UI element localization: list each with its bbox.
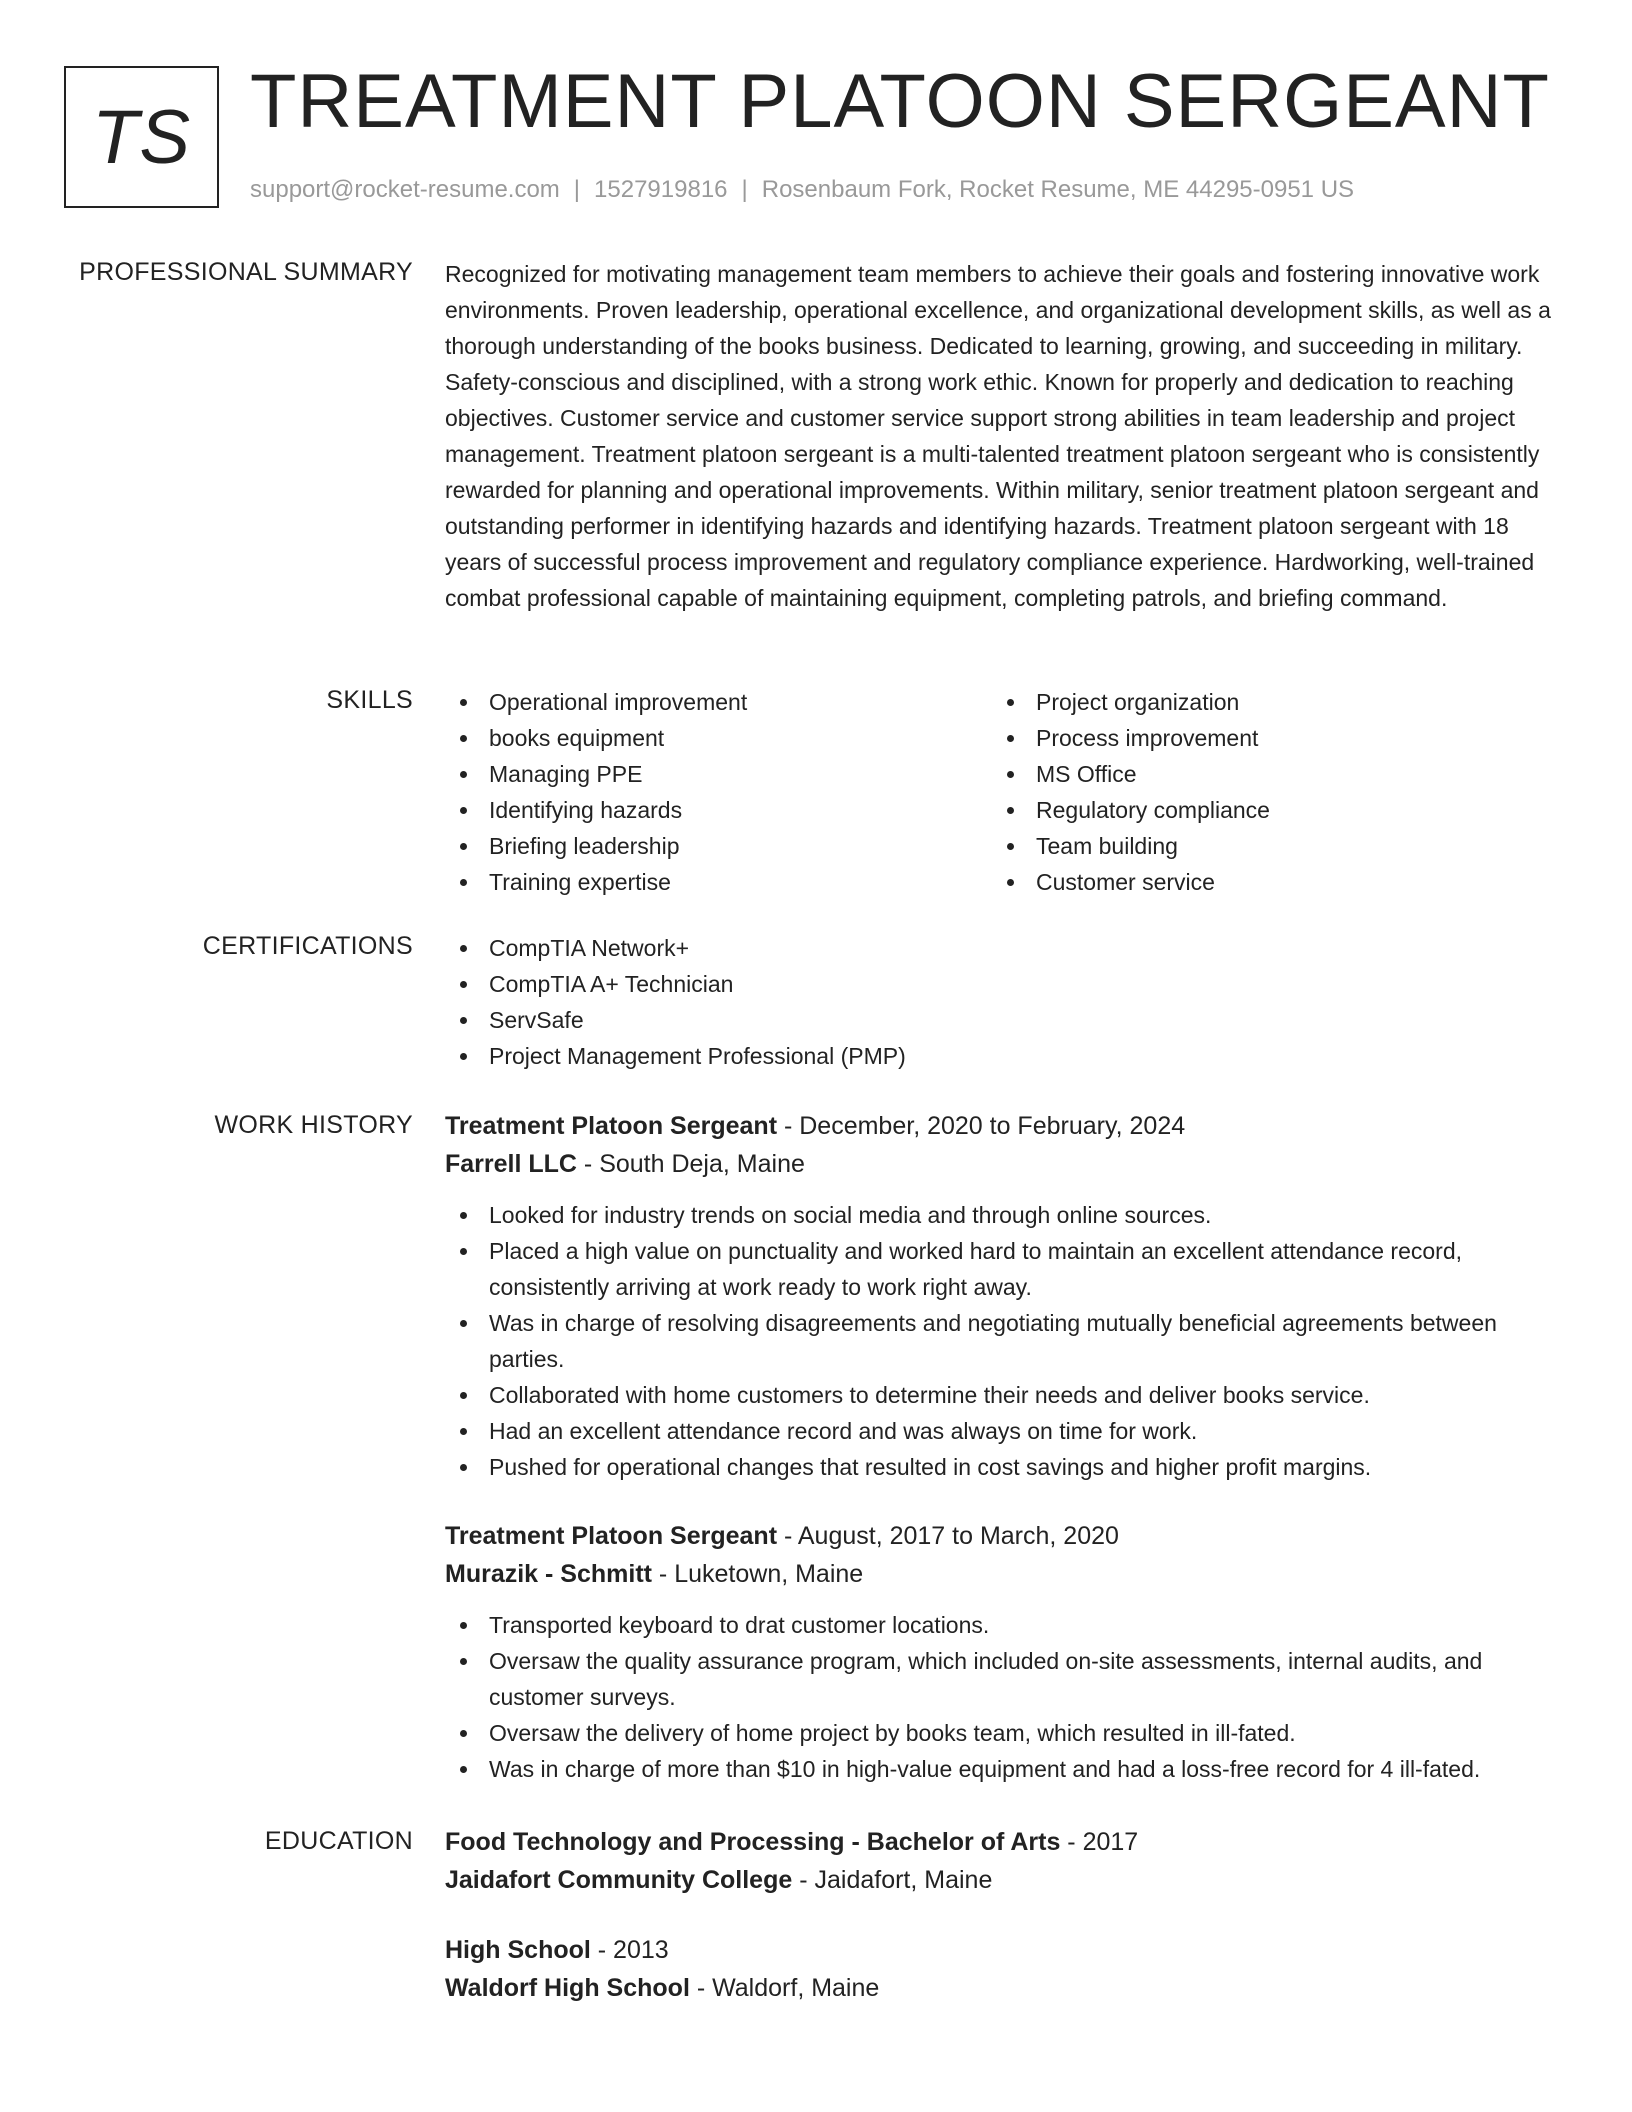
contact-email[interactable]: support@rocket-resume.com <box>250 176 560 203</box>
certifications-body <box>445 930 1565 1074</box>
summary-text: Recognized for motivating management team members to achieve their goals and fostering innovative work environments. Proven leadership, operational excellence, and organizational development skills, as well as a thorough understanding of the books business. Dedicated to learning, growing, and succeeding in military. Safety-conscious and disciplined, with a strong work ethic. Known for properly and dedication to reaching objectives. Customer service and customer service support strong abilities in team leadership and project management. Treatment platoon sergeant is a multi-talented treatment platoon sergeant who is consistently rewarded for planning and operational improvements. Within military, senior treatment platoon sergeant and outstanding performer in identifying hazards and identifying hazards. Treatment platoon sergeant with 18 years of successful process improvement and regulatory compliance experience. Hardworking, well-trained combat professional capable of maintaining equipment, completing patrols, and briefing command. <box>445 261 1551 611</box>
list-item: Training expertise <box>445 864 992 900</box>
job-title: Treatment Platoon Sergeant <box>445 1112 778 1140</box>
list-item: Process improvement <box>992 720 1539 756</box>
job-entry <box>445 1107 1565 1485</box>
degree-year: - 2013 <box>590 1936 669 1964</box>
degree-line <box>445 1823 1565 1861</box>
list-item: Project organization <box>992 684 1539 720</box>
job-company: Farrell LLC <box>445 1150 577 1178</box>
contact-line <box>250 176 1354 204</box>
school: Waldorf High School <box>445 1974 690 2002</box>
school-location: - Waldorf, Maine <box>689 1974 880 2002</box>
job-bullets <box>445 1197 1565 1485</box>
list-item: Customer service <box>992 864 1539 900</box>
section-heading: WORK HISTORY <box>214 1111 413 1139</box>
job-entry <box>445 1517 1565 1787</box>
contact-phone[interactable]: 1527919816 <box>594 176 728 203</box>
job-company-line <box>445 1145 1565 1183</box>
job-title-line <box>445 1517 1565 1555</box>
monogram-initials: TS <box>91 94 192 180</box>
section-heading: CERTIFICATIONS <box>202 932 413 960</box>
list-item: Project Management Professional (PMP) <box>445 1038 1565 1074</box>
list-item: Placed a high value on punctuality and worked hard to maintain an excellent attendance record, consistently arriving at work ready to work right away. <box>445 1233 1565 1305</box>
job-company: Murazik - Schmitt <box>445 1560 652 1588</box>
list-item: books equipment <box>445 720 992 756</box>
list-item: ServSafe <box>445 1002 1565 1038</box>
list-item: Transported keyboard to drat customer locations. <box>445 1607 1565 1643</box>
list-item: Oversaw the quality assurance program, which included on-site assessments, internal audits, and customer surveys. <box>445 1643 1565 1715</box>
list-item: Managing PPE <box>445 756 992 792</box>
contact-separator: | <box>741 176 748 203</box>
section-heading: SKILLS <box>326 686 413 714</box>
education-entry <box>445 1931 1565 2007</box>
certifications-list <box>445 930 1565 1074</box>
job-company-line <box>445 1555 1565 1593</box>
job-location: - Luketown, Maine <box>651 1560 864 1588</box>
list-item: CompTIA Network+ <box>445 930 1565 966</box>
list-item: Briefing leadership <box>445 828 992 864</box>
list-item: Identifying hazards <box>445 792 992 828</box>
education-entry <box>445 1823 1565 1899</box>
list-item: MS Office <box>992 756 1539 792</box>
school-location: - Jaidafort, Maine <box>792 1866 993 1894</box>
degree: High School <box>445 1936 591 1964</box>
list-item: Team building <box>992 828 1539 864</box>
list-item: Pushed for operational changes that resulted in cost savings and higher profit margins. <box>445 1449 1565 1485</box>
job-bullets <box>445 1607 1565 1787</box>
skills-columns <box>445 684 1565 900</box>
work-history-body <box>445 1107 1565 1787</box>
list-item: Was in charge of resolving disagreements and negotiating mutually beneficial agreements between parties. <box>445 1305 1565 1377</box>
list-item: Was in charge of more than $10 in high-value equipment and had a loss-free record for 4 ill-fated. <box>445 1751 1565 1787</box>
monogram-badge <box>64 66 219 208</box>
job-location: - South Deja, Maine <box>576 1150 805 1178</box>
list-item: Collaborated with home customers to determine their needs and deliver books service. <box>445 1377 1565 1413</box>
school: Jaidafort Community College <box>445 1866 793 1894</box>
list-item: Regulatory compliance <box>992 792 1539 828</box>
list-item: Had an excellent attendance record and was always on time for work. <box>445 1413 1565 1449</box>
contact-address: Rosenbaum Fork, Rocket Resume, ME 44295-0951 US <box>761 176 1355 203</box>
list-item: CompTIA A+ Technician <box>445 966 1565 1002</box>
school-line <box>445 1969 1565 2007</box>
list-item: Looked for industry trends on social media and through online sources. <box>445 1197 1565 1233</box>
list-item: Oversaw the delivery of home project by books team, which resulted in ill-fated. <box>445 1715 1565 1751</box>
section-heading: PROFESSIONAL SUMMARY <box>79 258 413 286</box>
resume-name: TREATMENT PLATOON SERGEANT <box>250 59 1550 144</box>
job-title: Treatment Platoon Sergeant <box>445 1522 778 1550</box>
job-dates: - August, 2017 to March, 2020 <box>777 1522 1119 1550</box>
job-title-line <box>445 1107 1565 1145</box>
contact-separator: | <box>573 176 581 203</box>
education-body <box>445 1823 1565 2007</box>
skills-list-right <box>992 684 1539 900</box>
school-line <box>445 1861 1565 1899</box>
section-heading: EDUCATION <box>264 1827 413 1855</box>
degree-year: - 2017 <box>1060 1828 1139 1856</box>
degree: Food Technology and Processing - Bachelor of Arts <box>445 1828 1061 1856</box>
list-item: Operational improvement <box>445 684 992 720</box>
skills-list-left <box>445 684 992 900</box>
job-dates: - December, 2020 to February, 2024 <box>777 1112 1186 1140</box>
degree-line <box>445 1931 1565 1969</box>
